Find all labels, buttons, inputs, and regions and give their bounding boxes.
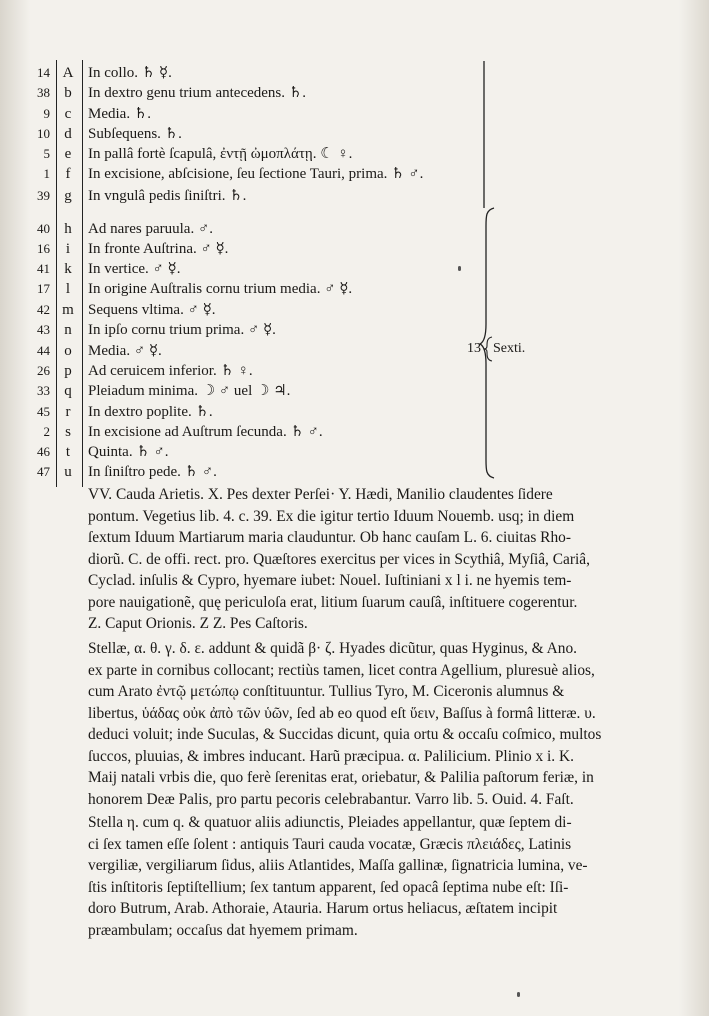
column-rule-left (56, 60, 57, 487)
star-number: 26 (37, 363, 50, 378)
row-letter: k (64, 261, 72, 277)
group-bracket-1 (476, 60, 492, 210)
row-letter: t (65, 444, 71, 460)
row-letter: c (64, 106, 72, 122)
star-description: In excisione ad Auſtrum ſecunda. ♄ ♂. (88, 424, 323, 440)
star-number: 33 (37, 383, 50, 398)
row-letter: q (64, 383, 72, 399)
sexti-count: 13 (467, 341, 481, 356)
star-description: Quinta. ♄ ♂. (88, 444, 169, 460)
star-number: 10 (37, 126, 50, 141)
row-letter: r (65, 404, 71, 420)
star-number: 46 (37, 444, 50, 459)
column-rule-right (82, 60, 83, 487)
star-description: Ad ceruicem inferior. ♄ ♀. (88, 363, 253, 379)
row-letter: h (64, 221, 72, 237)
row-letter: p (64, 363, 72, 379)
row-letter: m (62, 302, 74, 318)
star-number: 14 (37, 65, 50, 80)
star-number: 17 (37, 281, 50, 296)
row-letter: d (64, 126, 72, 142)
star-description: In dextro poplite. ♄. (88, 404, 213, 420)
page-shadow-right (679, 0, 709, 1016)
star-number: 47 (37, 464, 50, 479)
star-description: In excisione, abſcisione, ſeu ſectione Tauri, prima. ♄ ♂. (88, 166, 424, 182)
star-description: In vertice. ♂ ☿. (88, 261, 181, 277)
row-letter: s (65, 424, 71, 440)
row-letter: l (65, 281, 71, 297)
star-description: In pallâ fortè ſcapulâ, ἐντῇ ὠμοπλάτῃ. ☾ ♀. (88, 146, 353, 162)
star-number: 40 (37, 221, 50, 236)
star-number: 41 (37, 261, 50, 276)
star-number: 5 (43, 146, 50, 161)
star-description: Media. ♄. (88, 106, 152, 122)
row-letter: n (64, 322, 72, 338)
star-description: Sequens vltima. ♂ ☿. (88, 302, 216, 318)
commentary-paragraph-3: Stella η. cum q. & quatuor aliis adiunctis, Pleiades appellantur, quæ ſeptem di- ci ſex tamen eſſe ſolent : antiquis Tauri cauda vocatæ, Græcis πλειάδες, Latinis vergiliæ, vergiliarum ſidus, aliis Atlantides, Maſſa gallinæ, ſignatricia lumina, ve- ſtis inſtitoris ſeptiſtellium; ſex tantum apparent, ſed opacâ ſeptima nube eſt: Iſi- doro Butrum, Arab. Athoraie, Atauria. Harum ortus heliacus, æſtatem incipit præambulam; occaſus dat hyemem primam. (88, 814, 588, 939)
star-number: 2 (43, 424, 50, 439)
star-description: In fronte Auſtrina. ♂ ☿. (88, 241, 229, 257)
star-number: 16 (37, 241, 50, 256)
star-number: 39 (37, 188, 50, 203)
star-number: 38 (37, 85, 50, 100)
star-number: 1 (43, 166, 50, 181)
commentary-paragraph-1: VV. Cauda Arietis. X. Pes dexter Perſei· Y. Hædi, Manilio claudentes ſidere pontum. Vegetius lib. 4. c. 39. Ex die igitur tertio Iduum Nouemb. usq; in diem ſextum Iduum Martiarum maria clauduntur. Ob hanc cauſam L. 6. ciuitas Rho- diorũ. C. de offi. rect. pro. Quæſtores exercitus per vices in Scythiâ, Myſiâ, Cariâ, Cyclad. inſulis & Cypro, hyemare iubet: Nouel. Iuſtiniani x l i. ne hyemis tem- pore nauigationẽ, quę periculoſa erat, litium ſuarum cauſâ, inſtituere cogerentur. Z. Caput Orionis. Z Z. Pes Caſtoris. (88, 486, 590, 632)
row-letter: g (64, 188, 72, 204)
star-description: In ipſo cornu trium prima. ♂ ☿. (88, 322, 276, 338)
star-description: In collo. ♄ ☿. (88, 65, 172, 81)
star-number: 9 (43, 106, 50, 121)
row-letter: e (64, 146, 72, 162)
row-letter: u (64, 464, 72, 480)
row-letter: b (64, 85, 72, 101)
star-description: In ſiniſtro pede. ♄ ♂. (88, 464, 217, 480)
row-letter: i (65, 241, 71, 257)
star-number: 43 (37, 322, 50, 337)
sexti-brace-icon (483, 336, 493, 362)
row-letter: o (64, 343, 72, 359)
ink-speck (458, 266, 461, 271)
commentary-paragraph-2: Stellæ, α. θ. γ. δ. ε. addunt & quidã β· ζ. Hyades dicũtur, quas Hyginus, & Ano. ex parte in cornibus collocant; rectiùs tamen, licet contra Agellium, pluresuè alios, cum Arato ἐντῷ μετώπῳ conſtituuntur. Tullius Tyro, M. Ciceronis alumnus & libertus, ὑάδας οὐκ ἀπὸ τῶν ὑῶν, ſed ab eo quod eſt ὕειν, Baſſus à formâ litteræ. υ. deduci voluit; inde Suculas, & Succidas dicunt, quia ortu & occaſu coſmico, multos ſuccos, pluuias, & imbres inducant. Harũ præcipua. α. Palilicium. Plinio x i. K. Maij natali vrbis die, quo ferè ſerenitas erat, oriebatur, & Palilia paſtorum feriæ, in honorem Deæ Palis, pro partu pecoris celebrabantur. Varro lib. 5. Ouid. 4. Faſt. (88, 640, 602, 808)
sexti-label: Sexti. (493, 341, 526, 356)
star-description: Subſequens. ♄. (88, 126, 182, 142)
star-number: 45 (37, 404, 50, 419)
star-description: In origine Auſtralis cornu trium media. ♂ ☿. (88, 281, 353, 297)
row-letter: f (65, 166, 71, 182)
star-description: In vngulâ pedis ſiniſtri. ♄. (88, 188, 247, 204)
star-description: Pleiadum minima. ☽ ♂ uel ☽ ♃. (88, 383, 291, 399)
row-letter: A (62, 65, 74, 81)
ink-speck (517, 992, 520, 997)
star-description: Media. ♂ ☿. (88, 343, 162, 359)
star-description: In dextro genu trium antecedens. ♄. (88, 85, 306, 101)
star-number: 44 (37, 343, 50, 358)
star-description: Ad nares paruula. ♂. (88, 221, 213, 237)
star-number: 42 (37, 302, 50, 317)
